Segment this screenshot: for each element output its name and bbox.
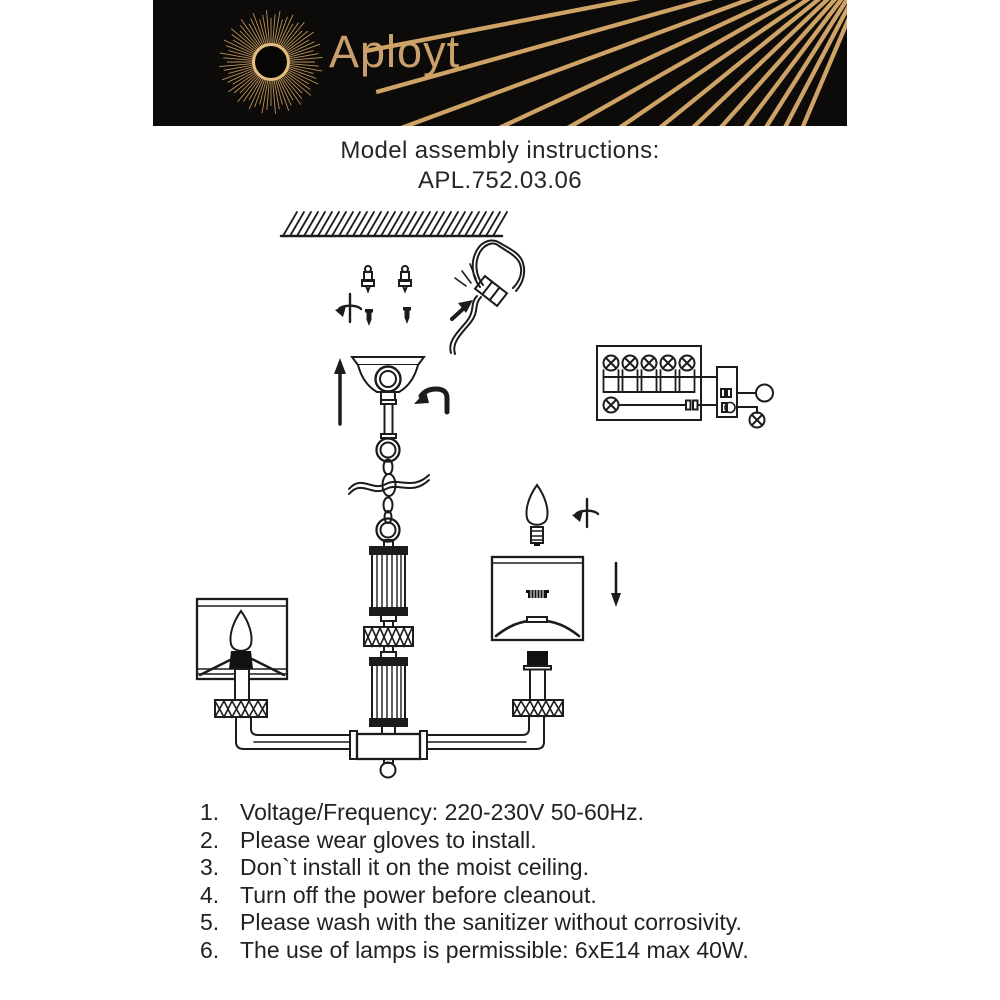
item-number: 1. <box>200 799 220 825</box>
item-text: Turn off the power before cleanout. <box>240 881 597 908</box>
rotate-arrow-icon <box>572 499 598 527</box>
ground-circle <box>756 385 773 402</box>
list-item <box>200 854 749 882</box>
item-number: 6. <box>200 936 220 963</box>
lamp-symbol <box>680 356 695 371</box>
lamp-symbol <box>642 356 657 371</box>
item-text: Please wear gloves to install. <box>240 826 537 853</box>
page-title: Model assembly instructions: <box>340 137 660 164</box>
hook-arrow-icon <box>414 389 447 412</box>
up-arrow-icon <box>334 358 346 424</box>
item-number: 2. <box>200 826 220 853</box>
mains-wire-and-terminal <box>450 241 524 354</box>
suspension-ring <box>377 439 400 462</box>
wall-anchor <box>362 266 411 291</box>
rotate-arrow-icon <box>335 294 361 322</box>
list-item <box>200 827 749 855</box>
lamp-symbol <box>604 398 619 413</box>
hanging-rod <box>381 400 396 438</box>
column-lower-section <box>370 646 407 734</box>
left-lamp-assembly <box>197 599 287 717</box>
column-upper-section <box>370 540 407 627</box>
down-arrow-icon <box>611 563 621 607</box>
list-item <box>200 799 749 827</box>
lamp-symbol <box>604 356 619 371</box>
brand-name: Aployt <box>329 26 461 77</box>
list-item <box>200 882 749 910</box>
lamp-symbol <box>661 356 676 371</box>
model-number: APL.752.03.06 <box>417 167 582 194</box>
brand-header <box>153 0 847 126</box>
suspension-ring <box>377 519 400 542</box>
item-text: Don`t install it on the moist ceiling. <box>240 854 589 880</box>
item-text: Please wash with the sanitizer without corrosivity. <box>240 909 742 935</box>
list-item <box>200 909 749 937</box>
item-text: Voltage/Frequency: 220-230V 50-60Hz. <box>240 799 645 825</box>
candle-bulb <box>526 485 547 525</box>
right-lamp-parts <box>492 485 621 716</box>
lamp-symbol <box>750 413 765 428</box>
list-item <box>200 937 749 965</box>
instruction-list <box>200 799 749 964</box>
wiring-diagram <box>597 346 773 428</box>
right-arm <box>420 714 544 759</box>
mounting-screw <box>365 307 411 326</box>
item-number: 3. <box>200 854 220 880</box>
item-number: 4. <box>200 881 220 908</box>
chain-links <box>383 460 396 524</box>
canopy-mount <box>334 357 424 424</box>
title-block <box>0 136 1000 196</box>
item-text: The use of lamps is permissible: 6xE14 max 40W. <box>240 936 749 963</box>
lamp-shade-box <box>492 557 583 640</box>
corner-rays-decoration <box>153 0 847 126</box>
assembly-diagram <box>150 200 850 800</box>
lamp-socket <box>229 651 253 669</box>
lamp-symbol <box>623 356 638 371</box>
item-number: 5. <box>200 909 220 935</box>
lamp-socket <box>527 651 548 666</box>
left-arm <box>236 716 357 759</box>
diamond-ring <box>364 627 413 646</box>
arm-hub <box>357 734 420 778</box>
ceiling-hatch <box>281 212 507 236</box>
